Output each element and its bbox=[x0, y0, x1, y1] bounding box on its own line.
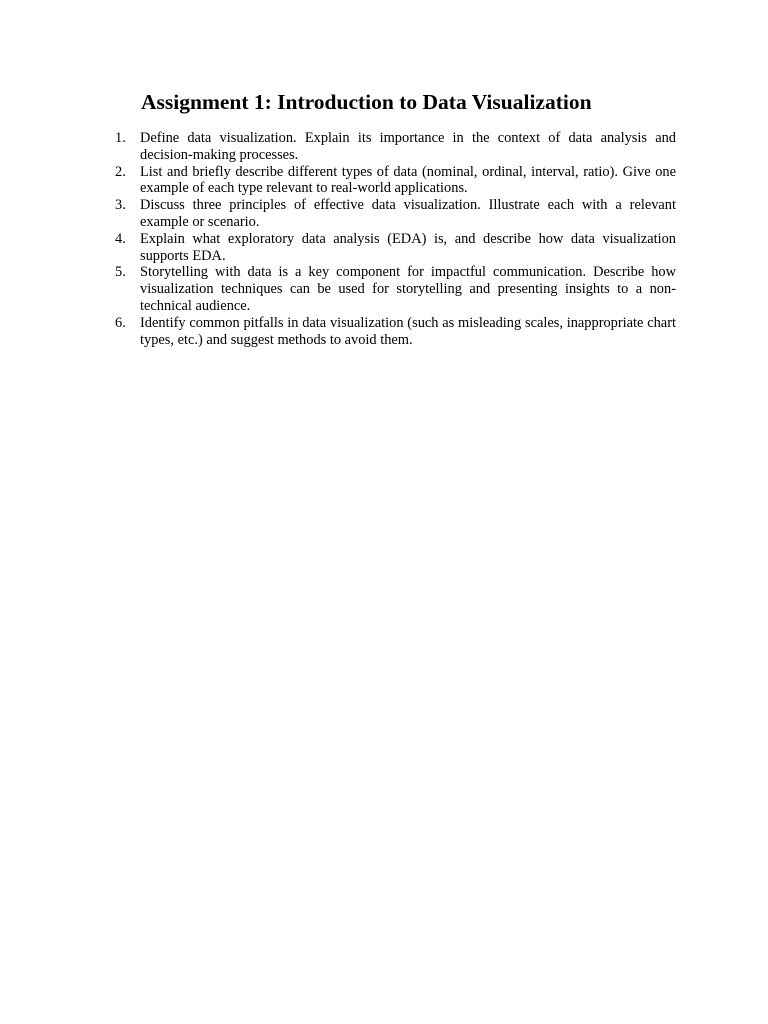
question-number: 5. bbox=[115, 264, 126, 281]
question-number: 2. bbox=[115, 163, 126, 180]
list-item bbox=[110, 231, 676, 265]
list-item bbox=[110, 315, 676, 349]
question-number: 4. bbox=[115, 230, 126, 247]
question-text: Define data visualization. Explain its importance in the context of data analysis and decision-making processes. bbox=[140, 130, 676, 163]
question-text: Storytelling with data is a key component for impactful communication. Describe how visualization techniques can be used for storytelling and presenting insights to a non-technical audience. bbox=[140, 264, 676, 314]
question-text: List and briefly describe different types of data (nominal, ordinal, interval, ratio). Give one example of each type relevant to real-world applications. bbox=[140, 163, 676, 197]
list-item bbox=[110, 130, 676, 164]
list-item bbox=[110, 197, 676, 231]
list-item bbox=[110, 164, 676, 198]
list-item bbox=[110, 264, 676, 314]
question-number: 1. bbox=[115, 130, 126, 146]
document-title: Assignment 1: Introduction to Data Visualization bbox=[141, 90, 592, 114]
question-number: 6. bbox=[115, 314, 126, 331]
question-text: Discuss three principles of effective data visualization. Illustrate each with a relevant example or scenario. bbox=[140, 197, 676, 230]
question-list bbox=[110, 130, 676, 348]
question-text: Identify common pitfalls in data visualization (such as misleading scales, inappropriate chart types, etc.) and suggest methods to avoid them. bbox=[140, 314, 676, 348]
question-text: Explain what exploratory data analysis (EDA) is, and describe how data visualization supports EDA. bbox=[140, 230, 676, 264]
question-number: 3. bbox=[115, 197, 126, 214]
